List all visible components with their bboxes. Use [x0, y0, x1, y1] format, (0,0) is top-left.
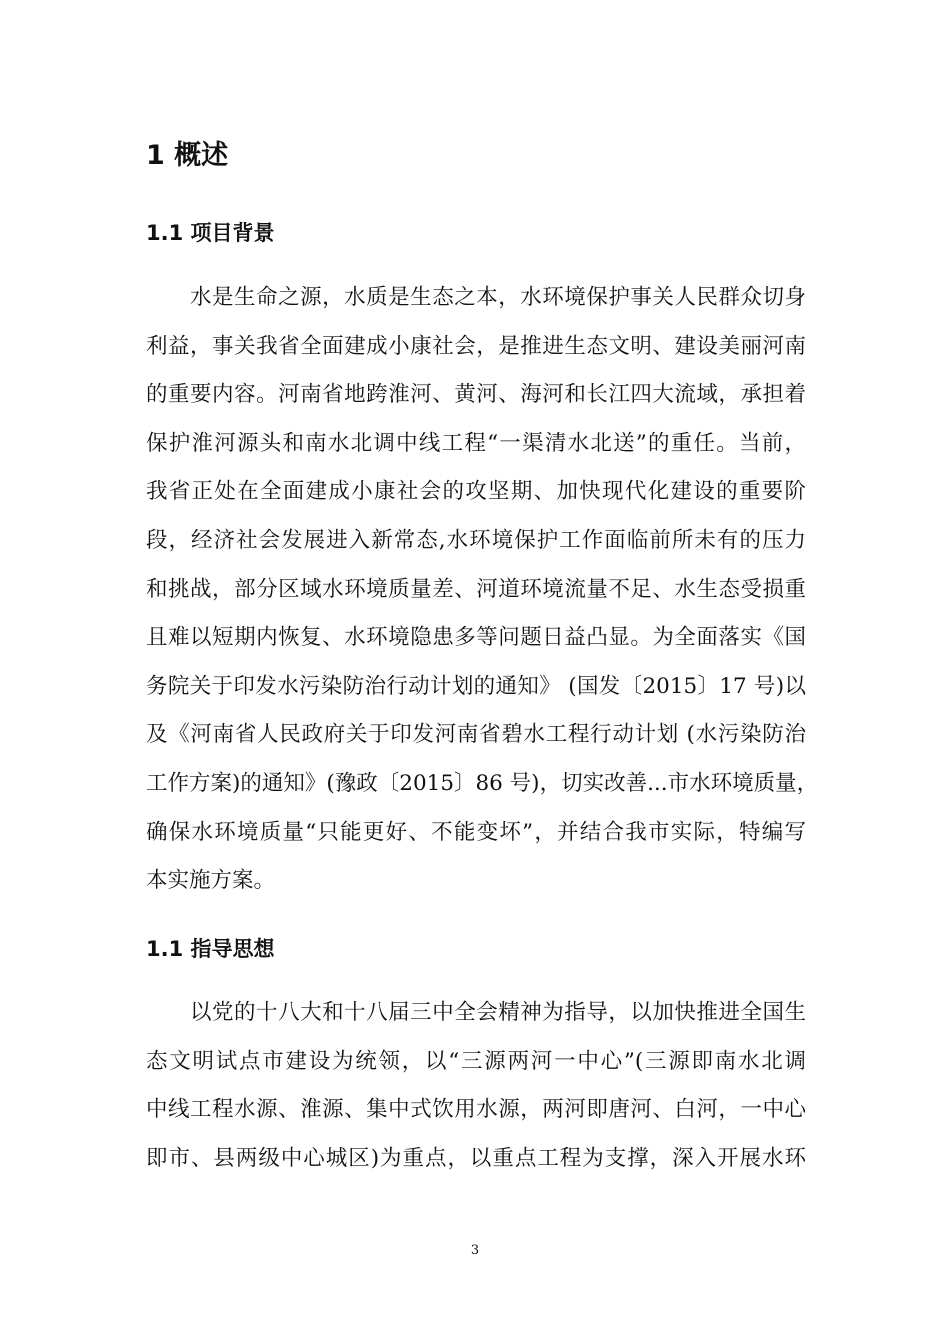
paragraph-line: 以党的十八大和十八届三中全会精神为指导，以加快推进全国生: [190, 1000, 806, 1025]
paragraph-line: 中线工程水源、淮源、集中式饮用水源，两河即唐河、白河，一中心: [146, 1097, 806, 1123]
paragraph-guiding-ideology: [146, 989, 806, 1183]
paragraph-line: 态文明试点市建设为统领，以“三源两河一中心”(三源即南水北调: [146, 1048, 806, 1074]
paragraph-line: 及《河南省人民政府关于印发河南省碧水工程行动计划 (水污染防治: [146, 722, 806, 748]
paragraph-line: 务院关于印发水污染防治行动计划的通知》 (国发〔2015〕17 号)以: [146, 673, 806, 699]
paragraph-line: 水是生命之源，水质是生态之本，水环境保护事关人民群众切身: [190, 285, 806, 310]
section-heading-background: 1.1 项目背景: [146, 221, 275, 245]
paragraph-line: 段，经济社会发展进入新常态,水环境保护工作面临前所未有的压力: [146, 527, 806, 553]
paragraph-line: 利益，事关我省全面建成小康社会，是推进生态文明、建设美丽河南: [146, 333, 806, 359]
paragraph-line: 本实施方案。: [146, 868, 276, 894]
paragraph-line: 确保水环境质量“只能更好、不能变坏”，并结合我市实际，特编写: [146, 819, 806, 845]
section-heading-guiding-ideology: 1.1 指导思想: [146, 937, 275, 961]
paragraph-line: 且难以短期内恢复、水环境隐患多等问题日益凸显。为全面落实《国: [146, 625, 806, 651]
paragraph-line: 保护淮河源头和南水北调中线工程“一渠清水北送”的重任。当前，: [146, 430, 806, 456]
chapter-title: 1 概述: [146, 140, 229, 171]
paragraph-background: [146, 274, 819, 906]
paragraph-line: 我省正处在全面建成小康社会的攻坚期、加快现代化建设的重要阶: [146, 479, 806, 505]
paragraph-line: 工作方案)的通知》(豫政〔2015〕86 号)，切实改善...市水环境质量，: [146, 770, 819, 796]
paragraph-line: 的重要内容。河南省地跨淮河、黄河、海河和长江四大流域，承担着: [146, 382, 806, 408]
paragraph-line: 即市、县两级中心城区)为重点，以重点工程为支撑，深入开展水环: [146, 1145, 806, 1171]
paragraph-line: 和挑战，部分区域水环境质量差、河道环境流量不足、水生态受损重: [146, 576, 806, 602]
page-number: 3: [470, 1243, 480, 1258]
